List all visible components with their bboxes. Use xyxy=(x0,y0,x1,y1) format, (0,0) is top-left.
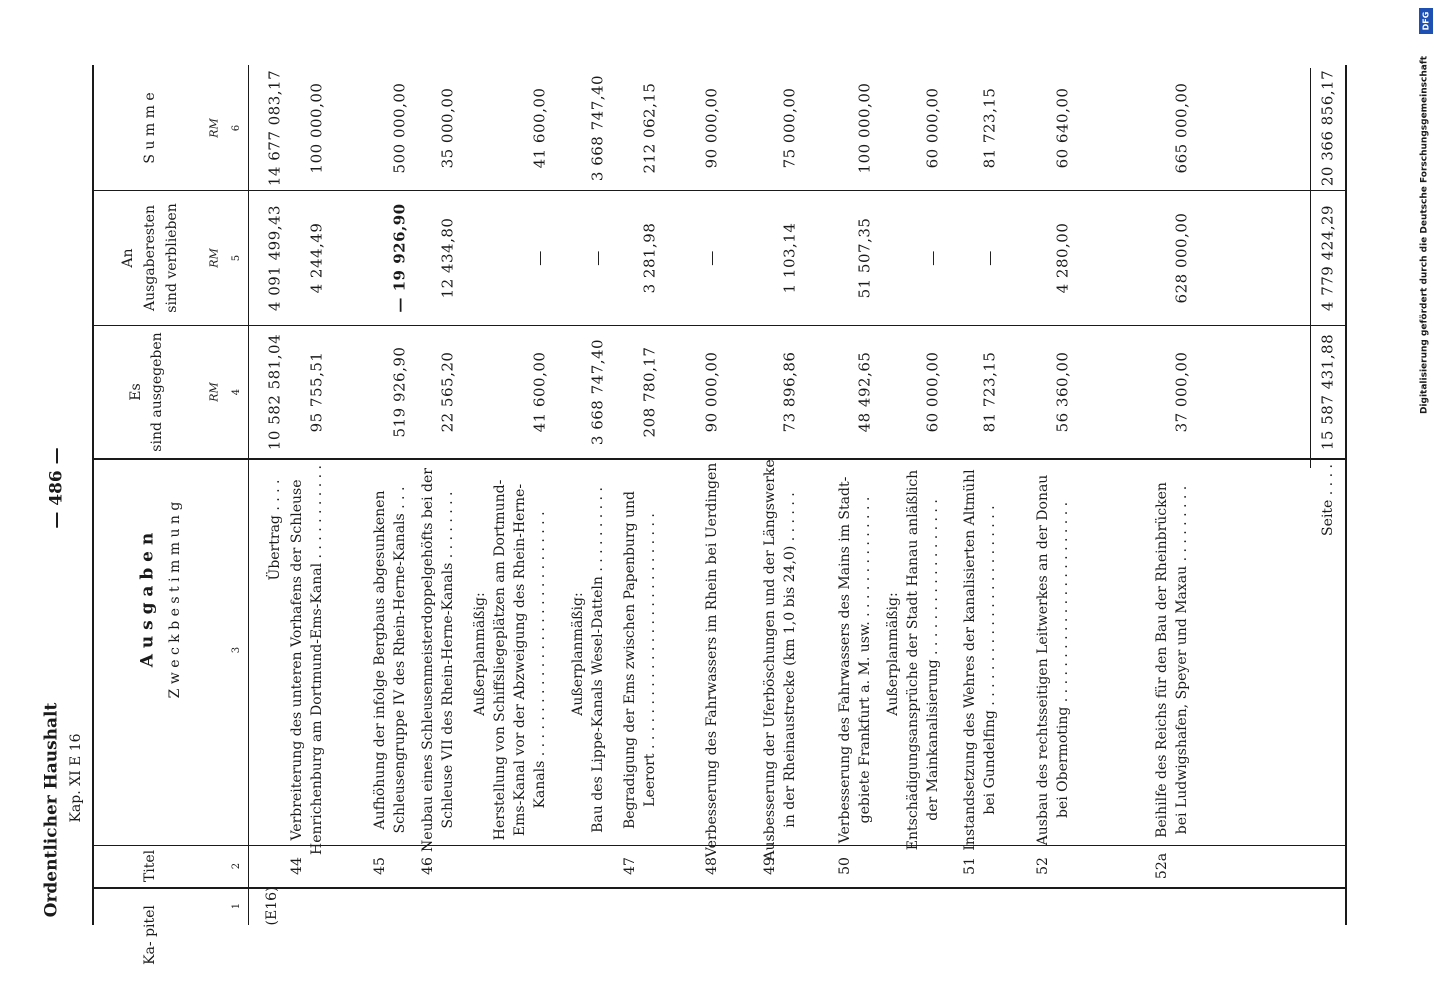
row-description: Henrichenburg am Dortmund-Ems-Kanal . . . . . . . . . . . xyxy=(309,465,325,855)
column-header-zweckbestimmung: Z w e c k b e s t i m m u n g xyxy=(167,501,183,699)
column-header-rest-2: Ausgaberesten xyxy=(142,205,158,311)
row-rest: 1 103,14 xyxy=(780,222,799,294)
row-titel: 51 xyxy=(962,857,978,875)
unit-label-es: RM xyxy=(207,382,221,402)
row-description: Bau des Lippe-Kanals Wesel-Datteln . . . . . . . . . . xyxy=(590,487,606,833)
row-summe: 81 723,15 xyxy=(980,87,999,169)
row-description: bei Gundelfing . . . . . . . . . . . . . . . . . . . . . . . xyxy=(982,505,998,815)
row-rest: 3 281,98 xyxy=(640,222,659,294)
row-description: Ems-Kanal vor der Abzweigung des Rhein-Herne- xyxy=(512,483,528,837)
row-summe: 3 668 747,40 xyxy=(588,74,607,182)
column-number: 1 xyxy=(231,902,242,910)
row-description: Entschädigungsansprüche der Stadt Hanau anläßlich xyxy=(905,469,921,851)
row-rest: — xyxy=(923,250,942,266)
table-border-right xyxy=(1345,65,1347,925)
dfg-logo xyxy=(1419,8,1433,34)
row-summe: 100 000,00 xyxy=(855,82,874,174)
column-header-es-2: sind ausgegeben xyxy=(149,332,165,452)
row-description: Schleusengruppe IV des Rhein-Herne-Kanals . . . xyxy=(392,486,408,834)
header-divider xyxy=(248,65,249,925)
row-description: Übertrag . . . . xyxy=(267,479,283,581)
row-titel: 46 xyxy=(420,857,436,875)
total-summe: 20 366 856,17 xyxy=(1318,69,1337,187)
row-rest: 12 434,80 xyxy=(438,217,457,299)
digitization-note: Digitalisierung gefördert durch die Deutsche Forschungsgemeinschaft xyxy=(1419,55,1430,415)
row-es: 60 000,00 xyxy=(923,351,942,433)
row-summe: 41 600,00 xyxy=(530,87,549,169)
row-es: 56 360,00 xyxy=(1053,351,1072,433)
row-summe: 100 000,00 xyxy=(307,82,326,174)
row-rest: — xyxy=(588,250,607,266)
unit-label-rest: RM xyxy=(207,248,221,268)
row-summe: 60 640,00 xyxy=(1053,87,1072,169)
row-description: gebiete Frankfurt a. M. usw. . . . . . . . . . . . . . . xyxy=(857,496,873,824)
row-titel: 50 xyxy=(837,857,853,875)
row-titel: 44 xyxy=(289,857,305,875)
column-number: 6 xyxy=(231,124,242,132)
row-summe: 212 062,15 xyxy=(640,82,659,174)
row-es: 208 780,17 xyxy=(640,346,659,438)
row-description: Verbesserung des Fahrwassers des Mains im Stadt- xyxy=(837,476,853,844)
row-es: 41 600,00 xyxy=(530,351,549,433)
rule-zweck-es xyxy=(92,458,1346,460)
row-description: Ausbesserung der Uferböschungen und der Längswerke xyxy=(762,459,778,861)
page-title: Ordentlicher Haushalt xyxy=(41,702,62,918)
column-header-ausgaben: A u s g a b e n xyxy=(137,532,158,668)
rule-titel-zweck xyxy=(92,887,1346,889)
row-description: bei Obermoting . . . . . . . . . . . . . . . . . . . . . . . xyxy=(1055,501,1071,819)
row-description: Aufhöhung der infolge Bergbaus abgesunkenen xyxy=(372,490,388,830)
row-rest: — xyxy=(980,250,999,266)
row-rest: — xyxy=(702,250,721,266)
column-header-kapitel: Ka- pitel xyxy=(142,905,158,965)
column-header-summe: S u m m e xyxy=(142,92,158,164)
row-rest: — 19 926,90 xyxy=(390,203,409,313)
row-summe: 75 000,00 xyxy=(780,87,799,169)
section-heading: Außerplanmäßig: xyxy=(885,592,901,716)
column-header-es-1: Es xyxy=(128,383,144,401)
row-titel: 45 xyxy=(372,857,388,875)
total-label: Seite . . . . xyxy=(1320,464,1336,536)
row-description: Verbreiterung des unteren Vorhafens der Schleuse xyxy=(289,479,305,841)
rule-rest-summe xyxy=(92,190,1346,191)
row-rest: 4 280,00 xyxy=(1053,222,1072,294)
row-description: Leerort . . . . . . . . . . . . . . . . . . . . . . . . . . . xyxy=(642,513,658,807)
row-rest: 628 000,00 xyxy=(1172,212,1191,304)
row-titel: 52 xyxy=(1035,857,1051,875)
row-titel: 48 xyxy=(704,857,720,875)
column-header-rest-1: An xyxy=(120,248,136,268)
row-description: der Mainkanalisierung . . . . . . . . . . . . . . . . . . xyxy=(925,499,941,821)
unit-label-summe: RM xyxy=(207,118,221,138)
row-description: bei Ludwigshafen, Speyer und Maxau . . . . . . . . . xyxy=(1174,485,1190,835)
column-number: 5 xyxy=(231,254,242,262)
row-es: 519 926,90 xyxy=(390,346,409,438)
row-es: 48 492,65 xyxy=(855,351,874,433)
row-es: 3 668 747,40 xyxy=(588,338,607,446)
page-number: — 486 — xyxy=(46,447,67,529)
section-heading: Außerplanmäßig: xyxy=(472,592,488,716)
column-number: 3 xyxy=(231,646,242,654)
row-description: in der Rheinaustrecke (km 1,0 bis 24,0) . . . . . . xyxy=(782,492,798,828)
row-description: Verbesserung des Fahrwassers im Rhein bei Uerdingen xyxy=(704,462,720,858)
row-es: 22 565,20 xyxy=(438,351,457,433)
column-number: 2 xyxy=(231,862,242,870)
row-titel: 52a xyxy=(1154,852,1170,880)
row-description: Instandsetzung des Wehres der kanalisierten Altmühl xyxy=(962,469,978,851)
total-rest: 4 779 424,29 xyxy=(1318,204,1337,312)
row-es: 10 582 581,04 xyxy=(265,333,284,451)
row-description: Herstellung von Schiffsliegeplätzen am Dortmund- xyxy=(492,479,508,841)
kapitel-value: (E16) xyxy=(264,886,280,926)
row-description: Neubau eines Schleusenmeisterdoppelgehöfts bei der xyxy=(420,468,436,852)
row-description: Kanals . . . . . . . . . . . . . . . . . . . . . . . . . . . . xyxy=(532,511,548,809)
column-header-titel: Titel xyxy=(142,849,158,883)
page-subtitle: Kap. XI E 16 xyxy=(68,733,84,823)
row-description: Ausbau des rechtsseitigen Leitwerkes an der Donau xyxy=(1035,474,1051,846)
row-summe: 35 000,00 xyxy=(438,87,457,169)
row-summe: 14 677 083,17 xyxy=(265,69,284,187)
row-es: 73 896,86 xyxy=(780,351,799,433)
row-rest: 4 091 499,43 xyxy=(265,204,284,312)
row-description: Schleuse VII des Rhein-Herne-Kanals . . . . . . . . xyxy=(440,491,456,829)
row-summe: 90 000,00 xyxy=(702,87,721,169)
row-es: 95 755,51 xyxy=(307,351,326,433)
row-titel: 49 xyxy=(762,857,778,875)
row-rest: 51 507,35 xyxy=(855,217,874,299)
row-summe: 60 000,00 xyxy=(923,87,942,169)
row-es: 90 000,00 xyxy=(702,351,721,433)
total-es: 15 587 431,88 xyxy=(1318,333,1337,451)
table-border-left xyxy=(92,65,94,925)
column-number: 4 xyxy=(231,388,242,396)
row-description: Begradigung der Ems zwischen Papenburg und xyxy=(622,490,638,830)
row-rest: 4 244,49 xyxy=(307,222,326,294)
column-header-rest-3: sind verblieben xyxy=(164,203,180,313)
row-summe: 665 000,00 xyxy=(1172,82,1191,174)
row-rest: — xyxy=(530,250,549,266)
row-titel: 47 xyxy=(622,857,638,875)
total-rule xyxy=(1310,68,1311,468)
row-description: Beihilfe des Reichs für den Bau der Rheinbrücken xyxy=(1154,482,1170,838)
dfg-logo-text: DFG xyxy=(1421,11,1431,31)
section-heading: Außerplanmäßig: xyxy=(570,592,586,716)
row-es: 81 723,15 xyxy=(980,351,999,433)
row-summe: 500 000,00 xyxy=(390,82,409,174)
row-es: 37 000,00 xyxy=(1172,351,1191,433)
rule-es-rest xyxy=(92,325,1346,326)
